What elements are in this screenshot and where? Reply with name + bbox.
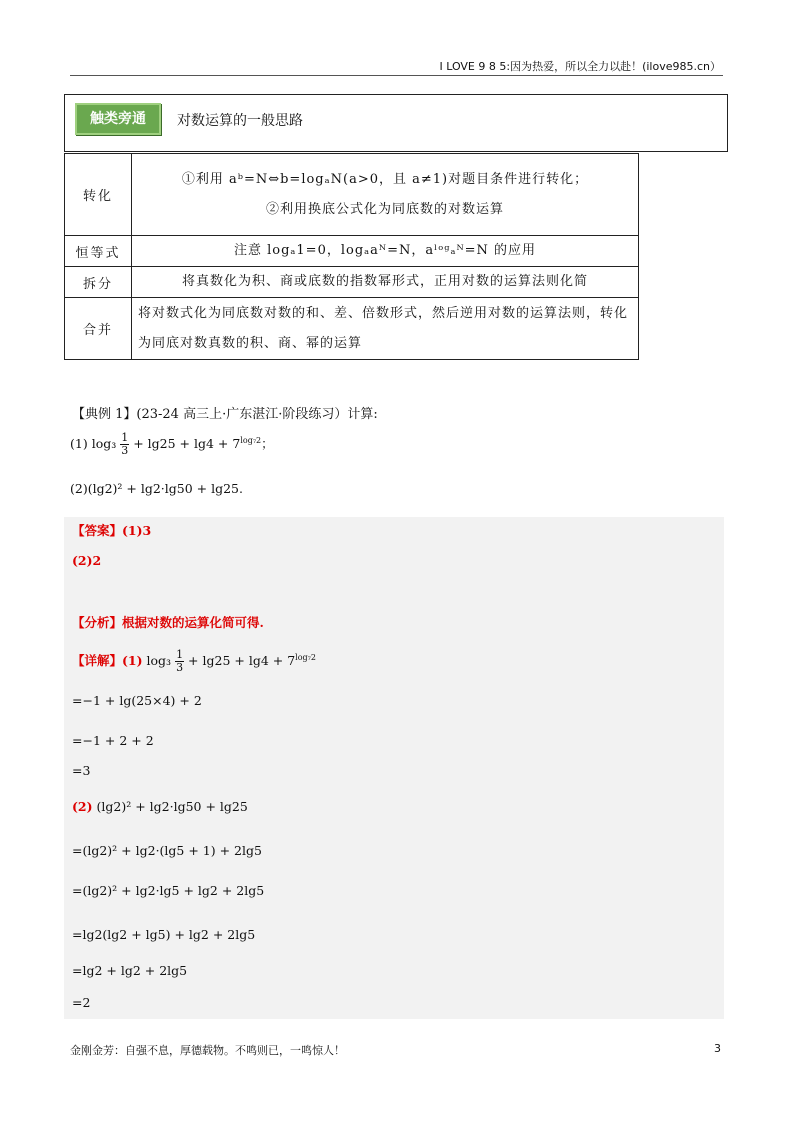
answer-1: (1)3 [122,523,152,538]
analysis-text: 根据对数的运算化简可得. [122,615,264,630]
detail-label: 【详解】 [72,653,123,668]
log-base: log₃ [91,436,117,451]
rules-table [64,153,639,360]
table-row [65,236,639,267]
example-label: 【典例 1】 [72,407,137,422]
example-source: (23-24 高三上·广东湛江·阶段练习）计算: [136,407,378,422]
answer-line [72,521,151,539]
table-row [65,154,639,236]
rule-line: ①利用 aᵇ=N⇔b=logₐN(a>0，且 a≠1)对题目条件进行转化； [181,171,589,187]
detail-line-1 [72,649,316,674]
fraction [175,649,184,674]
step: =(lg2)² + lg2·lg5 + lg2 + 2lg5 [72,883,265,898]
answer-label: 【答案】 [72,523,123,538]
rule-value: 将真数化为积、商或底数的指数幂形式，正用对数的运算法则化简 [132,267,639,298]
step: =lg2 + lg2 + 2lg5 [72,963,188,978]
question-end: ； [261,436,274,451]
log-base: log₃ [146,653,172,668]
rule-value [132,154,639,236]
rule-key: 恒等式 [65,236,132,267]
detail-part-1: (1) [122,653,143,668]
section-title-box [64,94,728,152]
question-expr: + lg25 + lg4 + 7 [133,436,241,451]
rule-key: 合并 [65,298,132,360]
header-text: I LOVE 9 8 5:因为热爱，所以全力以赴！(ilove985.cn） [439,60,721,73]
fraction [120,432,129,457]
detail-part-2: (2) [72,799,93,814]
detail-expr: + lg25 + lg4 + 7 [188,653,296,668]
rule-key: 转化 [65,154,132,236]
section-title: 对数运算的一般思路 [177,113,303,129]
header-divider [70,75,723,76]
rule-value: 注意 logₐ1=0，logₐaᴺ=N，aˡᵒᵍₐᴺ=N 的应用 [132,236,639,267]
question-1 [70,432,274,457]
answer-2: (2)2 [72,553,102,568]
answer-panel [64,517,724,1019]
analysis-line [72,613,264,631]
question-2: (2)(lg2)² + lg2·lg50 + lg25. [70,481,243,496]
detail-expr-2: (lg2)² + lg2·lg50 + lg25 [96,799,248,814]
fraction-num: 1 [121,431,129,444]
fraction-den: 3 [176,661,184,674]
fraction-num: 1 [176,648,184,661]
section-badge: 触类旁通 [75,103,161,135]
step: =(lg2)² + lg2·(lg5 + 1) + 2lg5 [72,843,262,858]
rule-value: 将对数式化为同底数对数的和、差、倍数形式，然后逆用对数的运算法则，转化为同底对数真数的积、商、幂的运算 [132,298,639,360]
step: =−1 + 2 + 2 [72,733,154,748]
exponent: log₇2 [295,652,316,662]
step: =lg2(lg2 + lg5) + lg2 + 2lg5 [72,927,256,942]
question-number: (1) [70,436,88,451]
table-row [65,298,639,360]
detail-line-2 [72,799,248,814]
step: =−1 + lg(25×4) + 2 [72,693,202,708]
table-row [65,267,639,298]
rule-line: ②利用换底公式化为同底数的对数运算 [265,201,504,217]
analysis-label: 【分析】 [72,615,123,630]
page-number: 3 [714,1042,721,1055]
fraction-den: 3 [121,444,129,457]
exponent: log₇2 [240,435,262,445]
example-heading [72,403,378,422]
step: =3 [72,763,91,778]
footer-motto: 金刚金芳：自强不息，厚德载物。不鸣则已，一鸣惊人！ [70,1044,345,1057]
step: =2 [72,995,91,1010]
rule-key: 拆分 [65,267,132,298]
